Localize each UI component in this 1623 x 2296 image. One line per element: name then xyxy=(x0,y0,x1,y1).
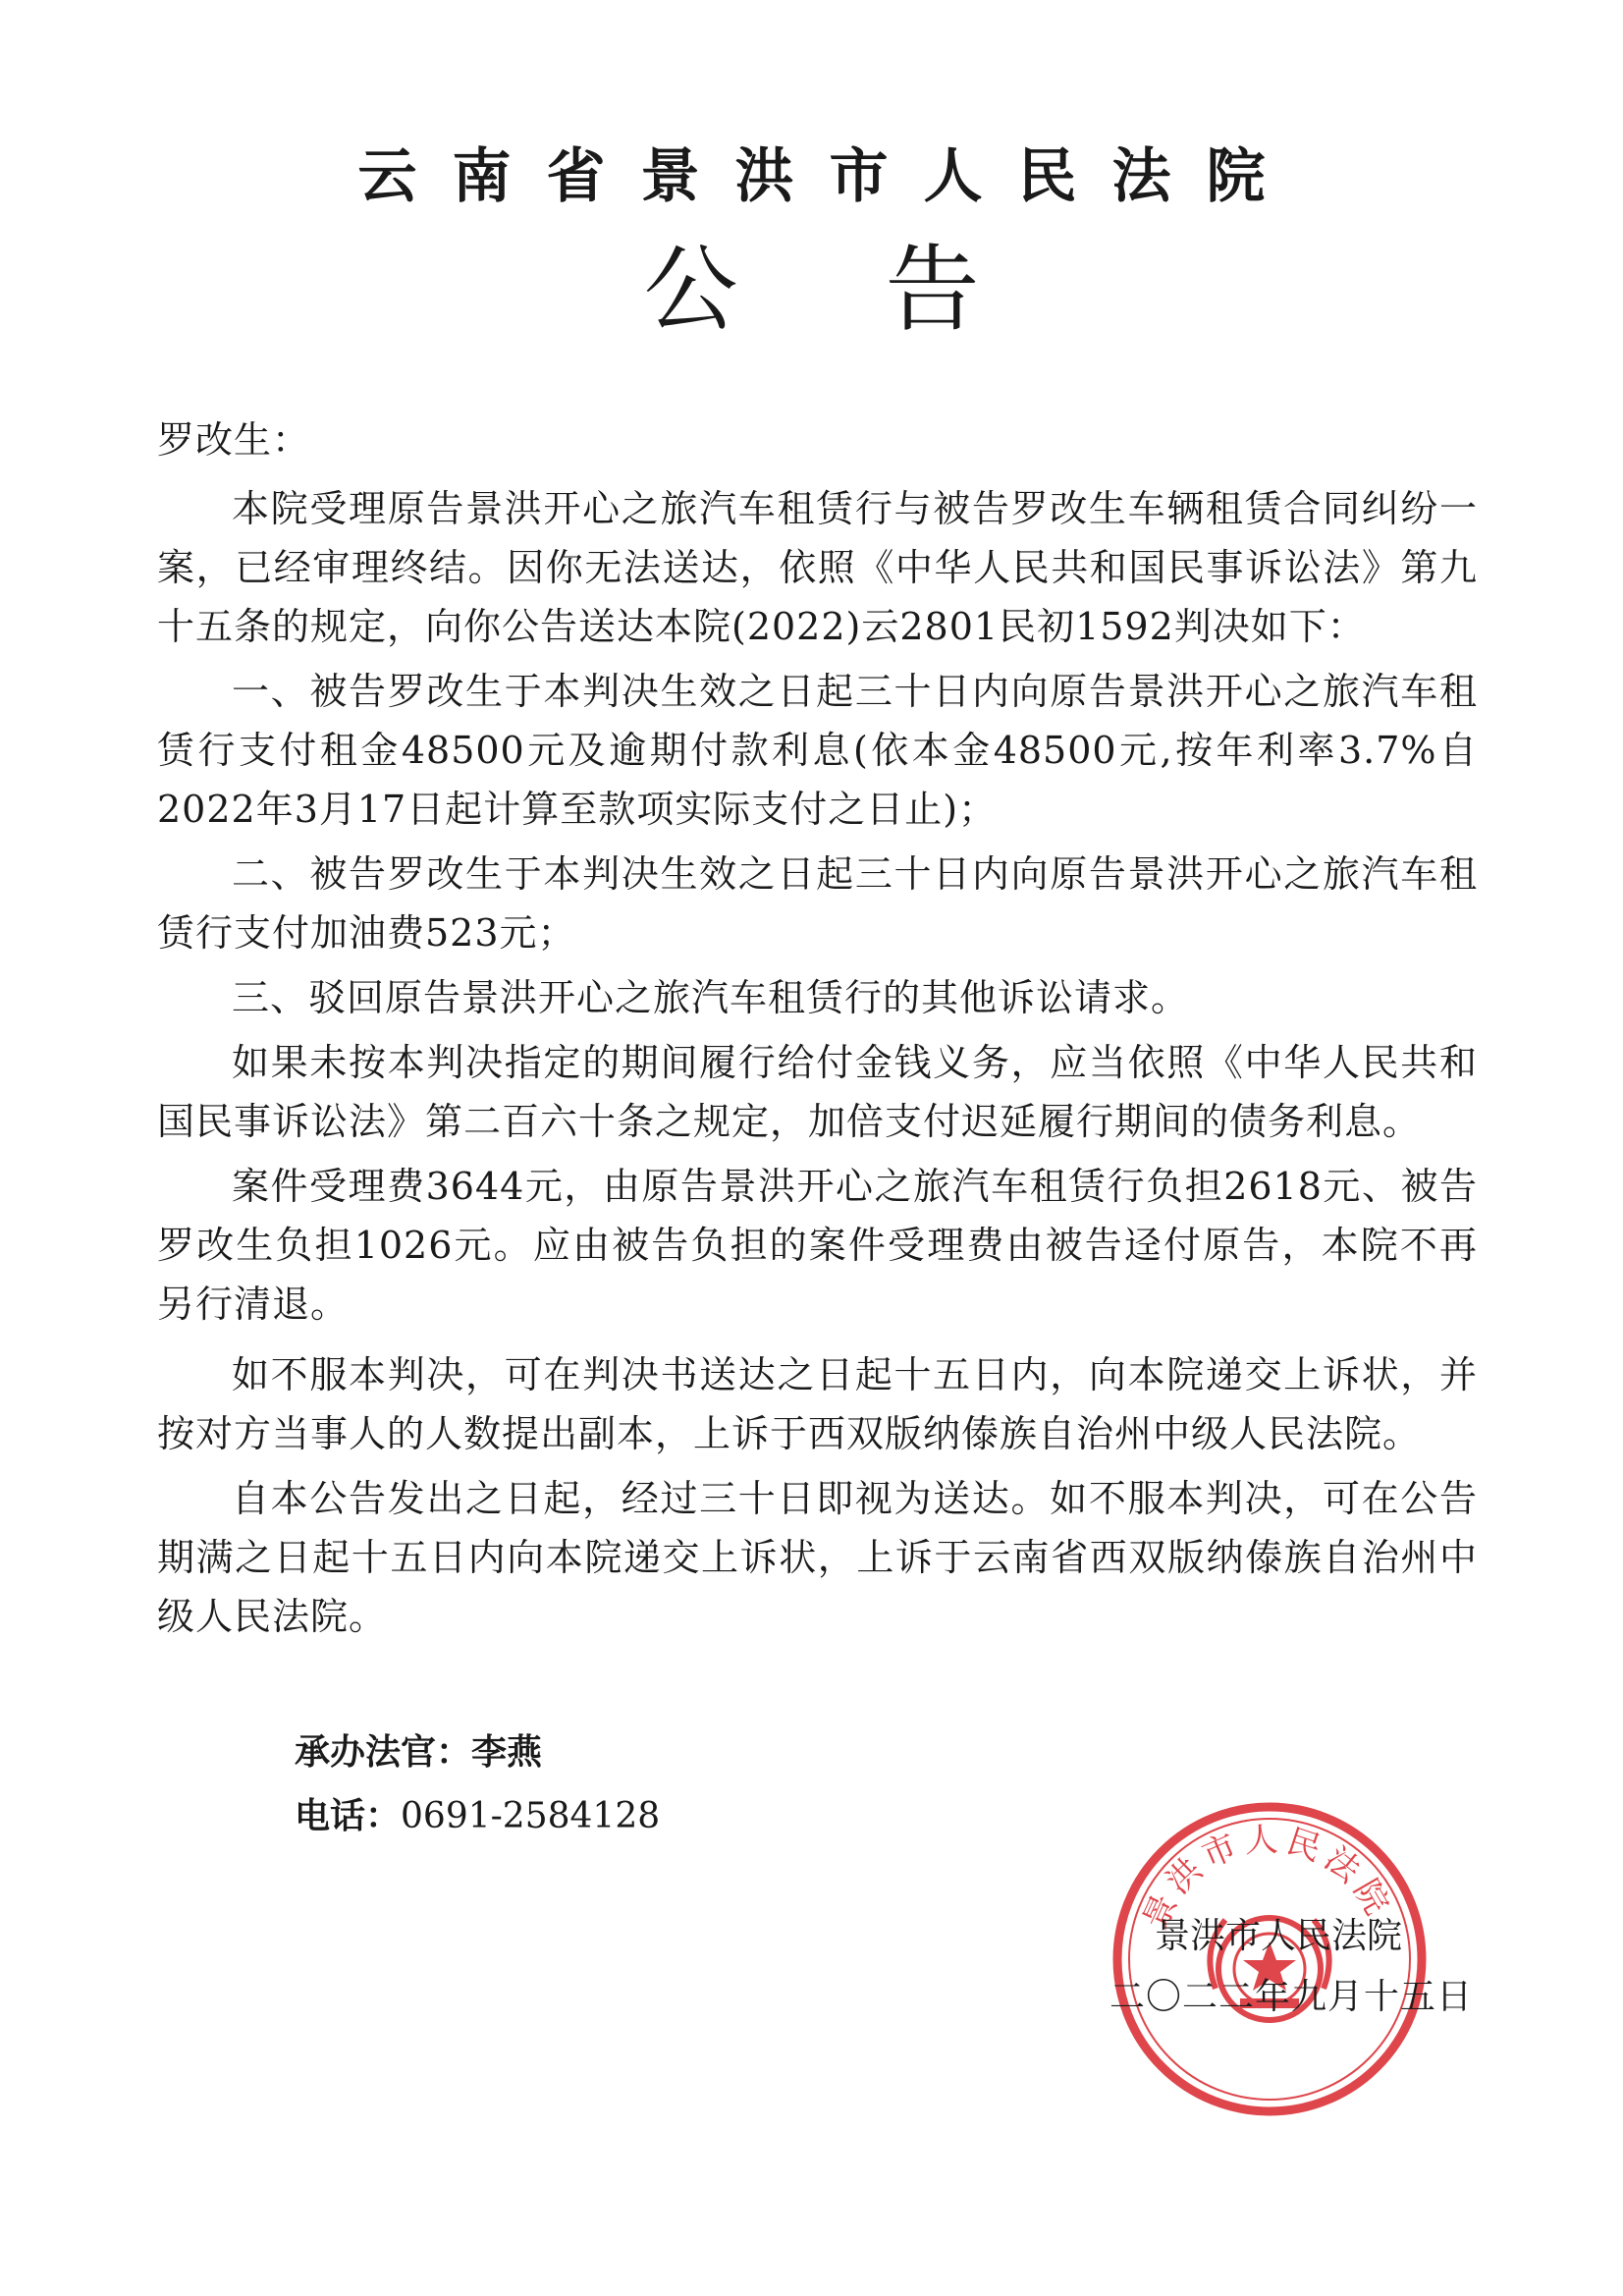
phone-row xyxy=(295,1784,660,1848)
judge-label: 承办法官： xyxy=(295,1731,472,1773)
court-name-heading: 云南省景洪市人民法院 xyxy=(357,142,1301,211)
judge-name: 李燕 xyxy=(471,1731,543,1773)
phone-number: 0691-2584128 xyxy=(401,1796,661,1836)
paragraph-fees: 案件受理费3644元，由原告景洪开心之旅汽车租赁行负担2618元、被告罗改生负担1026元。应由被告负担的案件受理费由被告迳付原告，本院不再另行清退。 xyxy=(157,1165,1478,1326)
paragraph-ruling-3: 三、驳回原告景洪开心之旅汽车租赁行的其他诉讼请求。 xyxy=(232,976,1190,1019)
salutation: 罗改生： xyxy=(157,418,311,462)
paragraph-interest: 如果未按本判决指定的期间履行给付金钱义务，应当依照《中华人民共和国民事诉讼法》第二百六十条之规定，加倍支付迟延履行期间的债务利息。 xyxy=(157,1041,1478,1143)
issuing-court: 景洪市人民法院 xyxy=(1155,1916,1403,1956)
paragraph-service: 自本公告发出之日起，经过三十日即视为送达。如不服本判决，可在公告期满之日起十五日内向本院递交上诉状，上诉于云南省西双版纳傣族自治州中级人民法院。 xyxy=(157,1477,1478,1638)
svg-text:景洪市人民法院: 景洪市人民法院 xyxy=(1135,1820,1400,1936)
issue-date: 二〇二二年九月十五日 xyxy=(1109,1977,1474,2017)
announcement-body xyxy=(157,410,1478,1646)
paragraph-intro: 本院受理原告景洪开心之旅汽车租赁行与被告罗改生车辆租赁合同纠纷一案，已经审理终结。因你无法送达，依照《中华人民共和国民事诉讼法》第九十五条的规定，向你公告送达本院(2022)云2801民初1592判决如下： xyxy=(157,487,1478,648)
paragraph-appeal: 如不服本判决，可在判决书送达之日起十五日内，向本院递交上诉状，并按对方当事人的人数提出副本，上诉于西双版纳傣族自治州中级人民法院。 xyxy=(157,1353,1478,1455)
signature-block xyxy=(295,1721,660,1848)
document-title: 公告 xyxy=(643,235,1127,345)
judge-row xyxy=(295,1721,660,1784)
paragraph-ruling-2: 二、被告罗改生于本判决生效之日起三十日内向原告景洪开心之旅汽车租赁行支付加油费523元； xyxy=(157,852,1478,955)
paragraph-ruling-1: 一、被告罗改生于本判决生效之日起三十日内向原告景洪开心之旅汽车租赁行支付租金48500元及逾期付款利息(依本金48500元,按年利率3.7%自2022年3月17日起计算至款项实际支付之日止)； xyxy=(157,670,1478,831)
phone-label: 电话： xyxy=(295,1795,402,1836)
